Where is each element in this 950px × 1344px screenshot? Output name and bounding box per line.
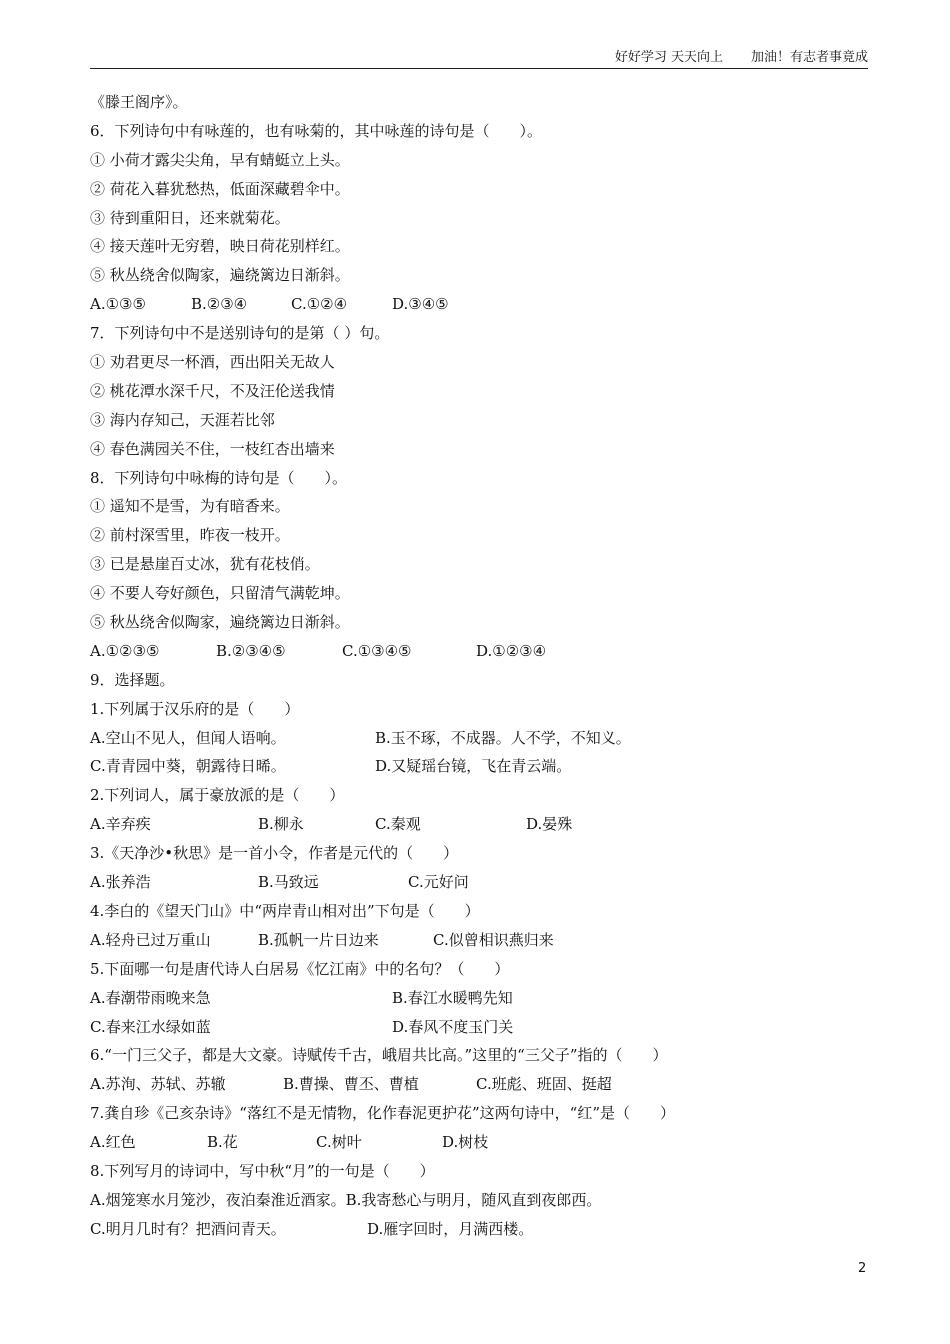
option-b: B.春江水暖鸭先知 <box>392 988 513 1007</box>
option-b: B.柳永 <box>258 815 304 834</box>
option-a: A.轻舟已过万重山 <box>90 930 211 949</box>
options-row <box>90 752 870 781</box>
option-a: A.张养浩 <box>90 873 151 892</box>
poem-line: ① 遥知不是雪，为有暗香来。 <box>90 497 290 516</box>
question-7: 7．下列诗句中不是送别诗句的是第（ ）句。 <box>90 324 390 343</box>
option-b: B.孤帆一片日边来 <box>258 930 379 949</box>
option-c: C.①②④ <box>291 295 348 314</box>
sub-question-3: 3.《天净沙•秋思》是一首小令，作者是元代的（ ） <box>90 844 459 863</box>
option-b: B.②③④⑤ <box>216 641 286 660</box>
option-c: C.树叶 <box>316 1133 362 1152</box>
page-header <box>90 50 868 69</box>
poem-line: ④ 春色满园关不住，一枝红杏出墙来 <box>90 439 335 458</box>
header-motto-left: 好好学习 天天向上 <box>614 50 723 65</box>
poem-line: ② 桃花潭水深千尺，不及汪伦送我情 <box>90 381 335 400</box>
question-8: 8．下列诗句中咏梅的诗句是（ ）。 <box>90 468 348 487</box>
document-body <box>90 88 870 1244</box>
options-row <box>90 868 870 897</box>
option-c: C.似曾相识燕归来 <box>433 930 554 949</box>
option-c: C.班彪、班固、挺超 <box>476 1075 612 1094</box>
option-c: C.①③④⑤ <box>342 641 412 660</box>
page-number: 2 <box>858 1261 867 1276</box>
option-a: A.①②③⑤ <box>90 641 160 660</box>
sub-question-4: 4.李白的《望天门山》中“两岸青山相对出”下句是（ ） <box>90 901 480 920</box>
sub-question-5: 5.下面哪一句是唐代诗人白居易《忆江南》中的名句？（ ） <box>90 959 510 978</box>
options-row <box>90 984 870 1013</box>
option-c: C.春来江水绿如蓝 <box>90 1017 211 1036</box>
option-a: A.①③⑤ <box>90 295 146 314</box>
poem-line: ④ 不要人夸好颜色，只留清气满乾坤。 <box>90 584 350 603</box>
options-row <box>90 1128 870 1157</box>
options-row <box>90 926 870 955</box>
option-d: D.雁字回时，月满西楼。 <box>367 1219 534 1238</box>
option-c: C.元好问 <box>408 873 469 892</box>
question-6: 6．下列诗句中有咏莲的，也有咏菊的，其中咏莲的诗句是（ ）。 <box>90 121 543 140</box>
options-row <box>90 637 870 666</box>
options-row <box>90 810 870 839</box>
options-row <box>90 724 870 753</box>
option-b: B.玉不琢，不成器。人不学，不知义。 <box>375 728 631 747</box>
options-row <box>90 1013 870 1042</box>
option-a: A.苏洵、苏轼、苏辙 <box>90 1075 226 1094</box>
options-row: A.烟笼寒水月笼沙，夜泊秦淮近酒家。B.我寄愁心与明月，随风直到夜郎西。 <box>90 1190 602 1209</box>
option-d: D.又疑瑶台镜，飞在青云端。 <box>375 757 572 776</box>
poem-line: ① 劝君更尽一杯酒，西出阳关无故人 <box>90 353 335 372</box>
poem-line: ③ 已是悬崖百丈冰，犹有花枝俏。 <box>90 555 320 574</box>
poem-line: ⑤ 秋丛绕舍似陶家，遍绕篱边日渐斜。 <box>90 613 350 632</box>
option-b: B.曹操、曹丕、曹植 <box>283 1075 419 1094</box>
poem-line: ④ 接天莲叶无穷碧，映日荷花别样红。 <box>90 237 350 256</box>
option-b: B.②③④ <box>191 295 248 314</box>
option-b: B.马致远 <box>258 873 319 892</box>
options-row <box>90 290 870 319</box>
option-d: D.晏殊 <box>526 815 573 834</box>
text-line: 《滕王阁序》。 <box>90 93 188 111</box>
option-c: C.秦观 <box>375 815 421 834</box>
poem-line: ⑤ 秋丛绕舍似陶家，遍绕篱边日渐斜。 <box>90 266 350 285</box>
option-a: A.红色 <box>90 1133 136 1152</box>
poem-line: ① 小荷才露尖尖角，早有蜻蜓立上头。 <box>90 150 350 169</box>
poem-line: ② 前村深雪里，昨夜一枝开。 <box>90 526 290 545</box>
option-d: D.树枝 <box>442 1133 489 1152</box>
options-row <box>90 1070 870 1099</box>
option-c: C.明月几时有？把酒问青天。 <box>90 1219 286 1238</box>
sub-question-7: 7.龚自珍《己亥杂诗》“落红不是无情物，化作春泥更护花”这两句诗中，“红”是（ ） <box>90 1104 675 1123</box>
option-d: D.春风不度玉门关 <box>392 1017 514 1036</box>
poem-line: ③ 海内存知己，天涯若比邻 <box>90 410 275 429</box>
sub-question-1: 1.下列属于汉乐府的是（ ） <box>90 699 300 718</box>
question-9: 9．选择题。 <box>90 670 175 689</box>
option-a: A.空山不见人，但闻人语响。 <box>90 728 286 747</box>
sub-question-2: 2.下列词人，属于豪放派的是（ ） <box>90 786 345 805</box>
sub-question-8: 8.下列写月的诗词中，写中秋“月”的一句是（ ） <box>90 1161 435 1180</box>
sub-question-6: 6.“一门三父子，都是大文豪。诗赋传千古，峨眉共比高。”这里的“三父子”指的（ ） <box>90 1046 668 1065</box>
option-b: B.花 <box>207 1133 238 1152</box>
header-motto-right: 加油！有志者事竟成 <box>750 50 868 65</box>
option-c: C.青青园中葵，朝露待日晞。 <box>90 757 286 776</box>
option-a: A.春潮带雨晚来急 <box>90 988 211 1007</box>
option-d: D.③④⑤ <box>392 295 449 314</box>
poem-line: ③ 待到重阳日，还来就菊花。 <box>90 208 290 227</box>
poem-line: ② 荷花入暮犹愁热，低面深藏碧伞中。 <box>90 179 350 198</box>
options-row <box>90 1215 870 1244</box>
option-a: A.辛弃疾 <box>90 815 151 834</box>
option-d: D.①②③④ <box>476 641 547 660</box>
